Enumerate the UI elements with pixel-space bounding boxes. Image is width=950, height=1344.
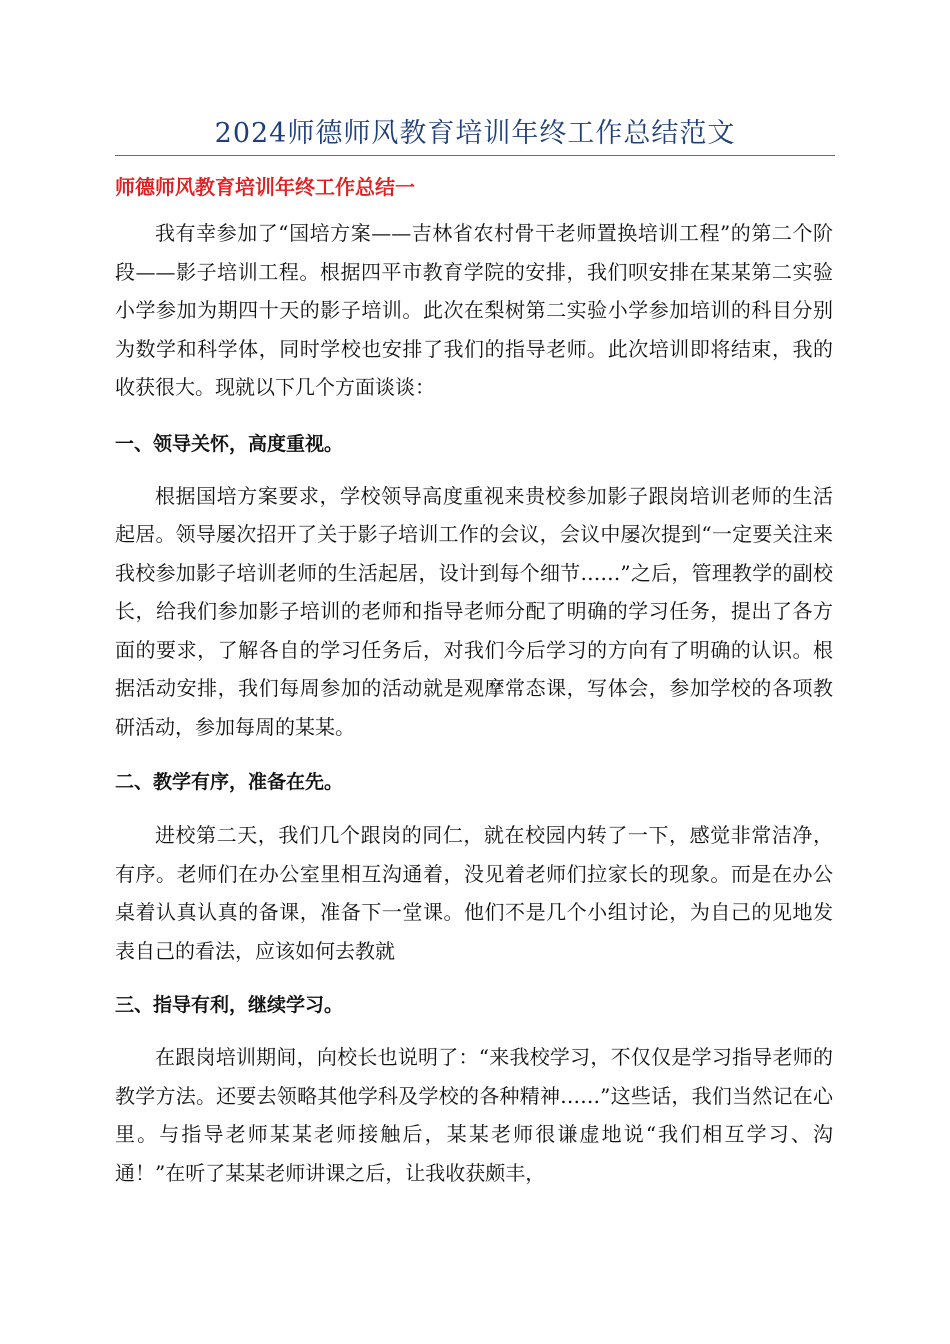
body-paragraph: 在跟岗培训期间，向校长也说明了：“来我校学习，不仅仅是学习指导老师的教学方法。还要去领略其他学科及学校的各种精神……”这些话，我们当然记在心里。与指导老师某某老师接触后，某某老师很谦虚地说“我们相互学习、沟通！”在听了某某老师讲课之后，让我收获颇丰， xyxy=(115,1045,833,1185)
document-body xyxy=(115,172,833,1192)
body-paragraph: 进校第二天，我们几个跟岗的同仁，就在校园内转了一下，感觉非常洁净，有序。老师们在办公室里相互沟通着，没见着老师们拉家长的现象。而是在办公桌着认真认真的备课，准备下一堂课。他们不是几个小组讨论，为自己的见地发表自己的看法，应该如何去教就 xyxy=(115,823,833,963)
section-heading: 三、指导有利，继续学习。 xyxy=(115,994,344,1016)
section-heading: 二、教学有序，准备在先。 xyxy=(115,771,344,793)
section-subtitle: 师德师风教育培训年终工作总结一 xyxy=(115,175,415,199)
document-title: 2024师德师风教育培训年终工作总结范文 xyxy=(214,118,736,149)
body-paragraph: 我有幸参加了“国培方案——吉林省农村骨干老师置换培训工程”的第二个阶段——影子培训工程。根据四平市教育学院的安排，我们呗安排在某某第二实验小学参加为期四十天的影子培训。此次在梨树第二实验小学参加培训的科目分别为数学和科学体，同时学校也安排了我们的指导老师。此次培训即将结束，我的收获很大。现就以下几个方面谈谈： xyxy=(115,221,833,399)
section-heading: 一、领导关怀，高度重视。 xyxy=(115,432,344,455)
body-paragraph: 根据国培方案要求，学校领导高度重视来贵校参加影子跟岗培训老师的生活起居。领导屡次招开了关于影子培训工作的会议，会议中屡次提到“一定要关注来我校参加影子培训老师的生活起居，设计到每个细节……”之后，管理教学的副校长，给我们参加影子培训的老师和指导老师分配了明确的学习任务，提出了各方面的要求，了解各自的学习任务后，对我们今后学习的方向有了明确的认识。根据活动安排，我们每周参加的活动就是观摩常态课，写体会，参加学校的各项教研活动，参加每周的某某。 xyxy=(115,483,833,739)
title-underline-rule xyxy=(115,155,835,156)
